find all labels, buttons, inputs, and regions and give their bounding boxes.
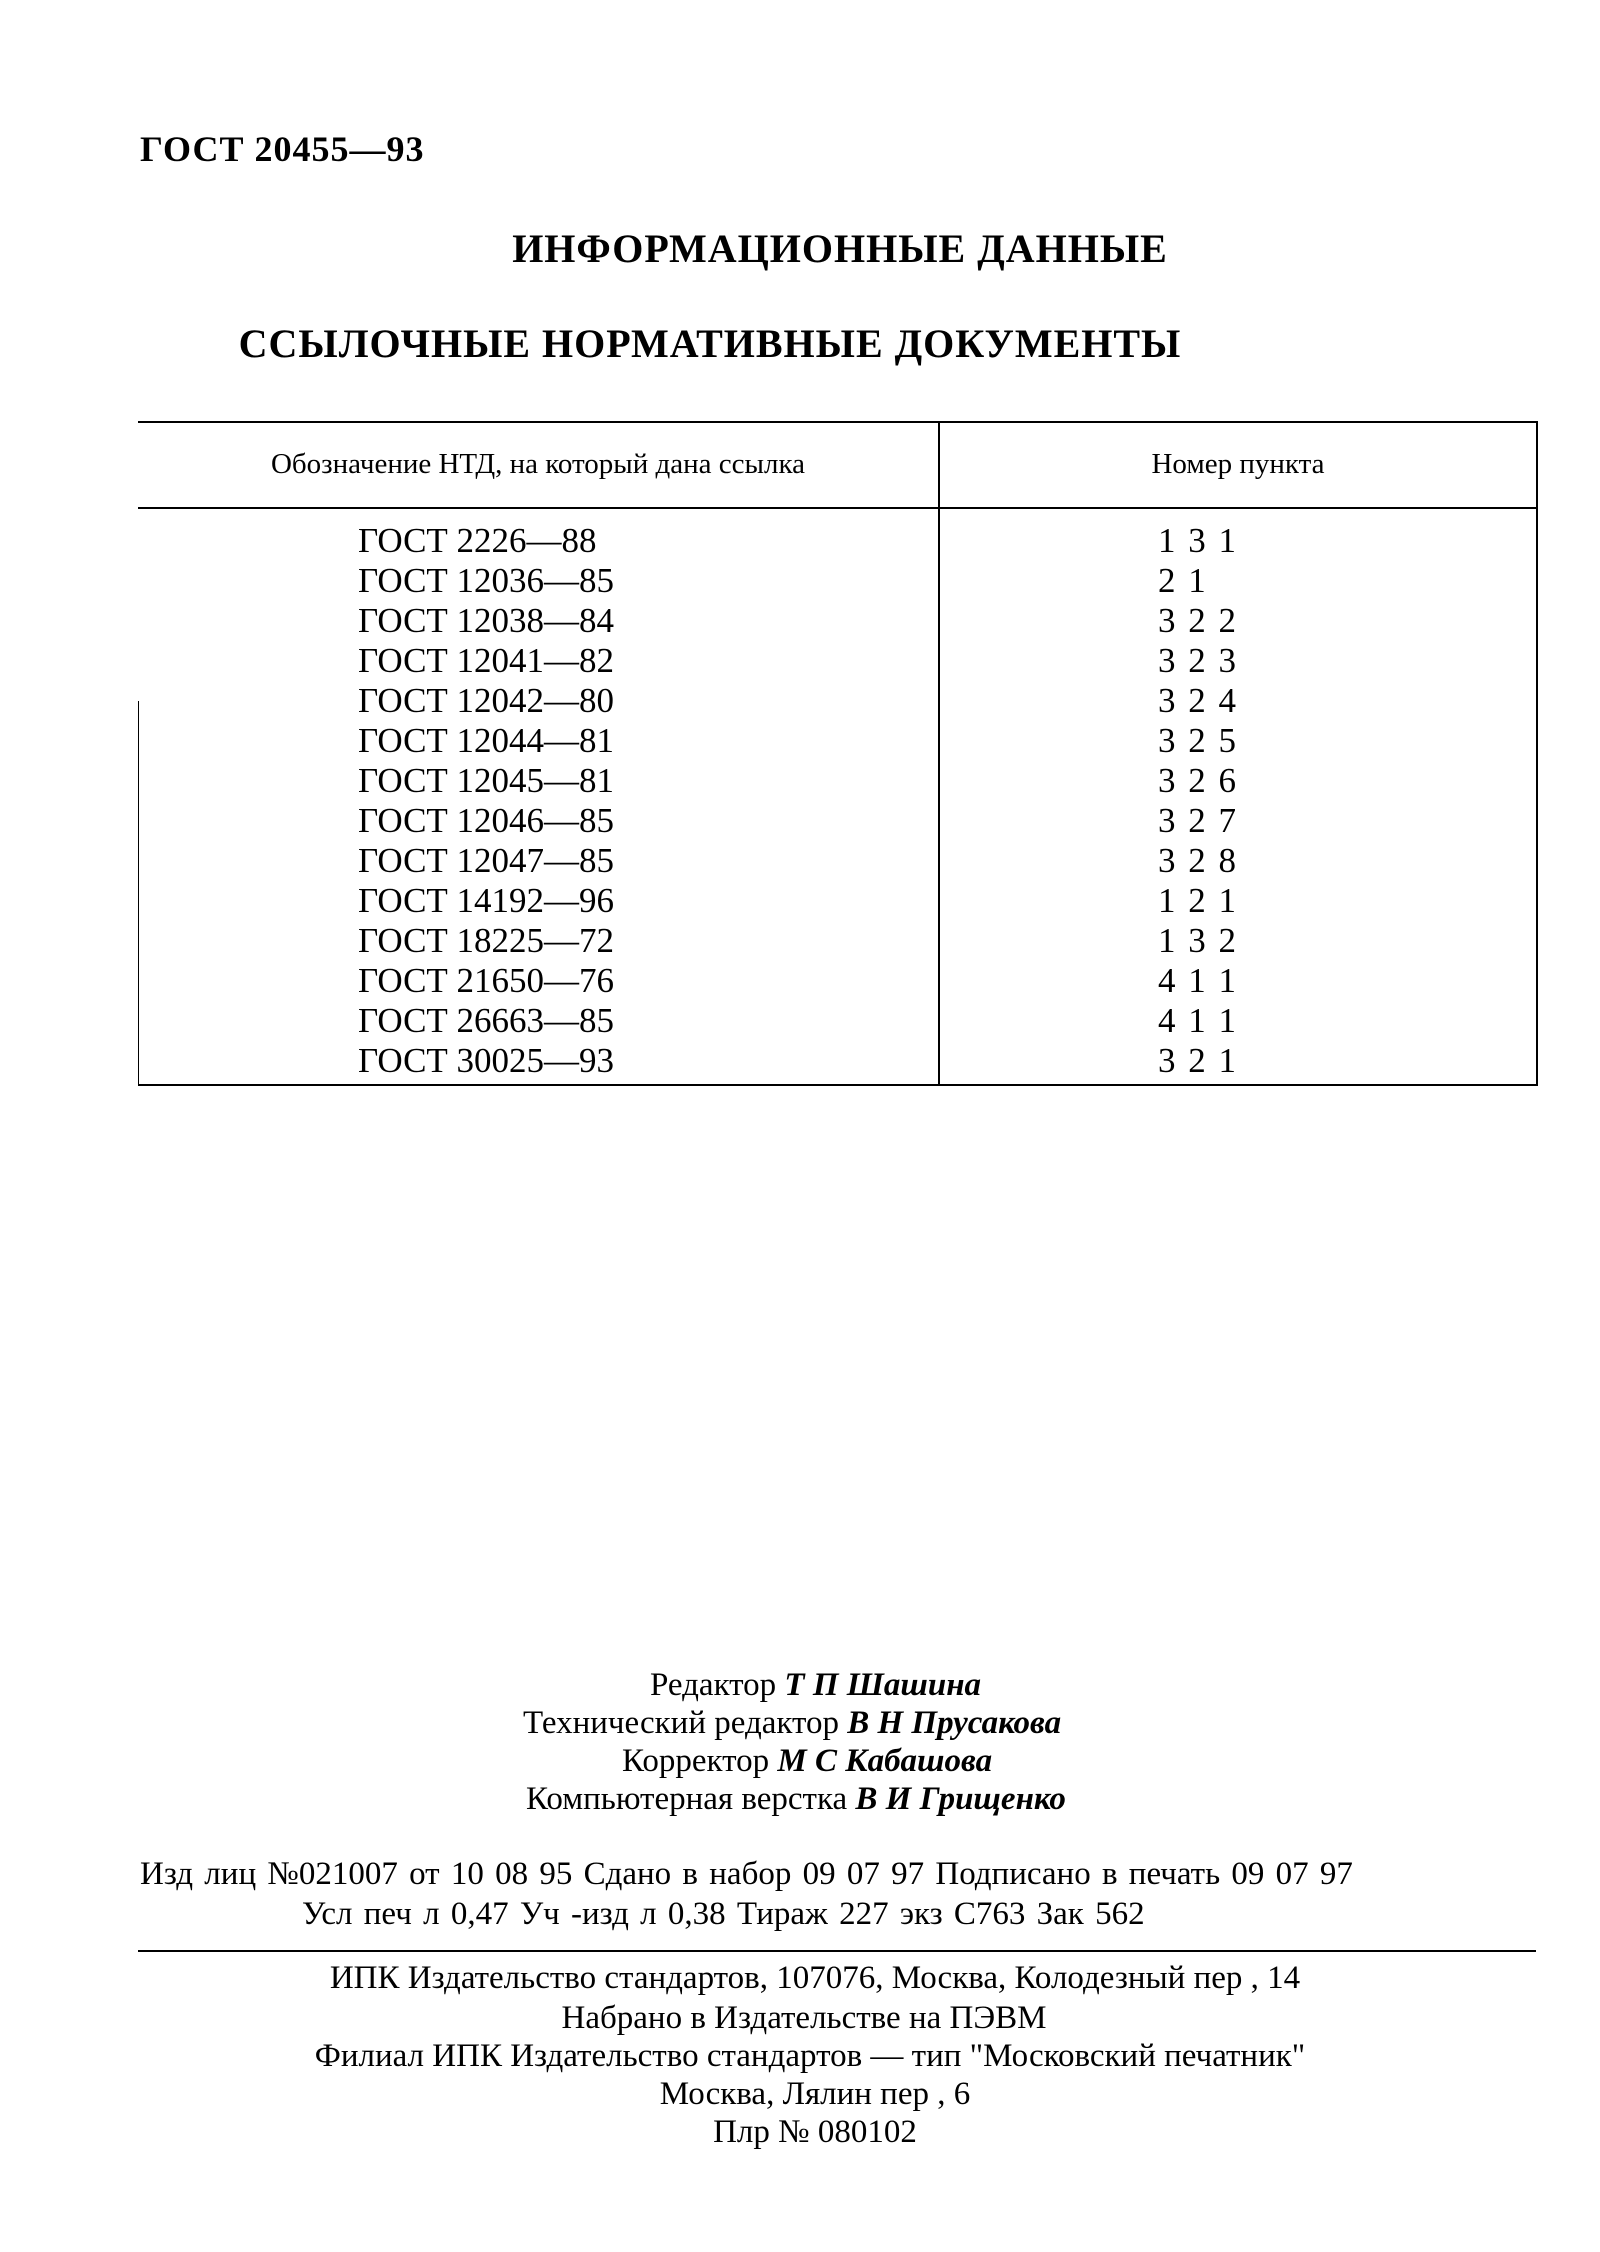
table-cell-document: ГОСТ 2226—88 [358, 521, 597, 560]
table-cell-item: 3 2 3 [1158, 641, 1238, 680]
table-cell-item: 3 2 6 [1158, 761, 1238, 800]
table-cell-item: 3 2 7 [1158, 801, 1238, 840]
table-cell-document: ГОСТ 12044—81 [358, 721, 615, 760]
column-header-item: Номер пункта [1151, 447, 1325, 480]
publisher-line-3: Филиал ИПК Издательство стандартов — тип "Московский печатник" [314, 2038, 1306, 2074]
table-cell-item: 1 2 1 [1158, 881, 1238, 920]
table-cell-document: ГОСТ 12042—80 [358, 681, 615, 720]
table-bottom-rule [138, 1084, 1538, 1086]
table-cell-document: ГОСТ 12041—82 [358, 641, 615, 680]
credit-proofreader [622, 1741, 992, 1781]
footer-divider [138, 1950, 1536, 1952]
credit-role: Редактор [650, 1667, 777, 1703]
table-cell-document: ГОСТ 18225—72 [358, 921, 615, 960]
table-cell-item: 3 2 4 [1158, 681, 1238, 720]
table-cell-document: ГОСТ 30025—93 [358, 1041, 615, 1080]
table-cell-document: ГОСТ 26663—85 [358, 1001, 615, 1040]
section-title: ССЫЛОЧНЫЕ НОРМАТИВНЫЕ ДОКУМЕНТЫ [238, 321, 1182, 366]
table-header-rule [138, 507, 1538, 509]
credit-editor [650, 1665, 981, 1705]
credit-role: Компьютерная верстка [526, 1781, 848, 1817]
table-cell-item: 1 3 1 [1158, 521, 1238, 560]
document-code: ГОСТ 20455—93 [140, 129, 425, 169]
table-cell-item: 1 3 2 [1158, 921, 1238, 960]
table-cell-item: 4 1 1 [1158, 961, 1238, 1000]
credit-role: Корректор [622, 1743, 770, 1779]
table-cell-document: ГОСТ 12038—84 [358, 601, 615, 640]
table-cell-item: 3 2 5 [1158, 721, 1238, 760]
table-cell-item: 3 2 2 [1158, 601, 1238, 640]
table-left-border [138, 701, 139, 1086]
table-cell-item: 3 2 1 [1158, 1041, 1238, 1080]
credit-technical-editor [523, 1703, 1061, 1743]
credit-layout [526, 1779, 1066, 1819]
publisher-line-2: Набрано в Издательстве на ПЭВМ [561, 2000, 1047, 2036]
imprint-line-2: Усл печ л 0,47 Уч -изд л 0,38 Тираж 227 экз С763 Зак 562 [302, 1896, 1145, 1932]
table-cell-item: 4 1 1 [1158, 1001, 1238, 1040]
table-cell-document: ГОСТ 12045—81 [358, 761, 615, 800]
column-header-document: Обозначение НТД, на который дана ссылка [270, 447, 806, 480]
item-column [1158, 521, 1238, 1081]
imprint-line-1: Изд лиц №021007 от 10 08 95 Сдано в набор 09 07 97 Подписано в печать 09 07 97 [140, 1856, 1353, 1892]
credit-name: В Н Прусакова [847, 1705, 1062, 1741]
publisher-line-1: ИПК Издательство стандартов, 107076, Москва, Колодезный пер , 14 [329, 1960, 1301, 1996]
table-cell-document: ГОСТ 21650—76 [358, 961, 615, 1000]
table-cell-item: 3 2 8 [1158, 841, 1238, 880]
table-cell-document: ГОСТ 14192—96 [358, 881, 615, 920]
reference-table [138, 421, 1538, 1086]
credit-role: Технический редактор [523, 1705, 839, 1741]
credit-name: Т П Шашина [784, 1667, 982, 1703]
credit-name: В И Грищенко [855, 1781, 1066, 1817]
document-column [358, 521, 614, 1081]
publisher-line-5: Плр № 080102 [713, 2114, 917, 2150]
table-cell-document: ГОСТ 12036—85 [358, 561, 615, 600]
page-title: ИНФОРМАЦИОННЫЕ ДАННЫЕ [512, 226, 1168, 271]
table-column-divider [938, 421, 940, 1086]
publisher-line-4: Москва, Лялин пер , 6 [659, 2076, 971, 2112]
table-cell-item: 2 1 [1158, 561, 1208, 600]
credit-name: М С Кабашова [777, 1743, 993, 1779]
table-cell-document: ГОСТ 12047—85 [358, 841, 615, 880]
table-right-border [1536, 421, 1538, 1086]
table-cell-document: ГОСТ 12046—85 [358, 801, 615, 840]
